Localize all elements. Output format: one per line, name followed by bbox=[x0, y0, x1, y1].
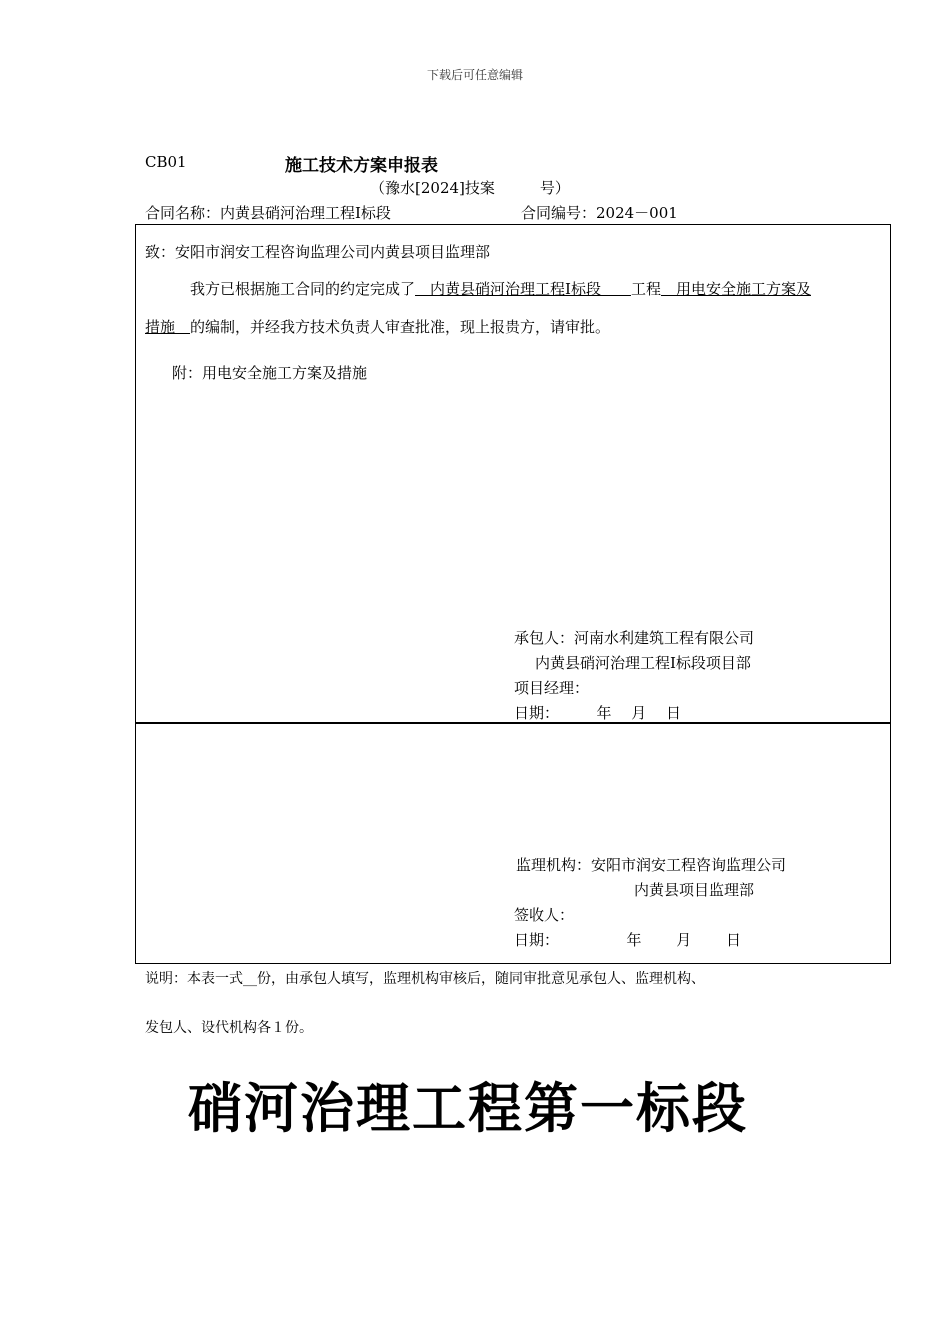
note-line-1: 说明：本表一式__份，由承包人填写，监理机构审核后，随同审批意见承包人、监理机构、 bbox=[145, 971, 705, 987]
big-heading: 硝河治理工程第一标段 bbox=[188, 1077, 748, 1140]
header-note: 下载后可任意编辑 bbox=[426, 68, 523, 82]
manager-label: 项目经理： bbox=[514, 679, 590, 697]
plan-fill: 用电安全施工方案及 bbox=[660, 280, 811, 298]
project-fill: 内黄县硝河治理工程Ⅰ标段 bbox=[415, 280, 631, 298]
body-mid: 工程 bbox=[630, 280, 661, 298]
note-line-2: 发包人、设代机构各１份。 bbox=[145, 1020, 313, 1036]
form-code: CB01 bbox=[145, 153, 187, 171]
supervision-section bbox=[135, 722, 891, 964]
supervisor-dept: 内黄县项目监理部 bbox=[634, 881, 755, 899]
contractor-label: 承包人：河南水利建筑工程有限公司 bbox=[514, 629, 755, 647]
submission-section bbox=[135, 224, 891, 724]
form-subtitle: （豫水[2024]技案 号） bbox=[370, 179, 570, 197]
body-line-1 bbox=[190, 278, 811, 299]
contract-name: 合同名称：内黄县硝河治理工程Ⅰ标段 bbox=[145, 204, 391, 222]
body-suffix: 的编制，并经我方技术负责人审查批准，现上报贵方，请审批。 bbox=[190, 318, 611, 336]
receiver-label: 签收人： bbox=[514, 906, 575, 924]
body-prefix: 我方已根据施工合同的约定完成了 bbox=[190, 280, 416, 298]
attachment: 附：用电安全施工方案及措施 bbox=[172, 364, 368, 382]
addressee: 致：安阳市润安工程咨询监理公司内黄县项目监理部 bbox=[145, 243, 491, 261]
contractor-dept: 内黄县硝河治理工程Ⅰ标段项目部 bbox=[535, 654, 751, 672]
form-title: 施工技术方案申报表 bbox=[285, 156, 438, 176]
contract-number: 合同编号：2024－001 bbox=[521, 204, 678, 222]
date-label: 日期： 年 月 日 bbox=[514, 704, 682, 722]
supervisor-label: 监理机构：安阳市润安工程咨询监理公司 bbox=[516, 856, 787, 874]
plan-fill-cont: 措施 bbox=[145, 318, 191, 336]
date-label-2: 日期： 年 月 日 bbox=[514, 931, 742, 949]
body-line-2 bbox=[145, 316, 610, 337]
